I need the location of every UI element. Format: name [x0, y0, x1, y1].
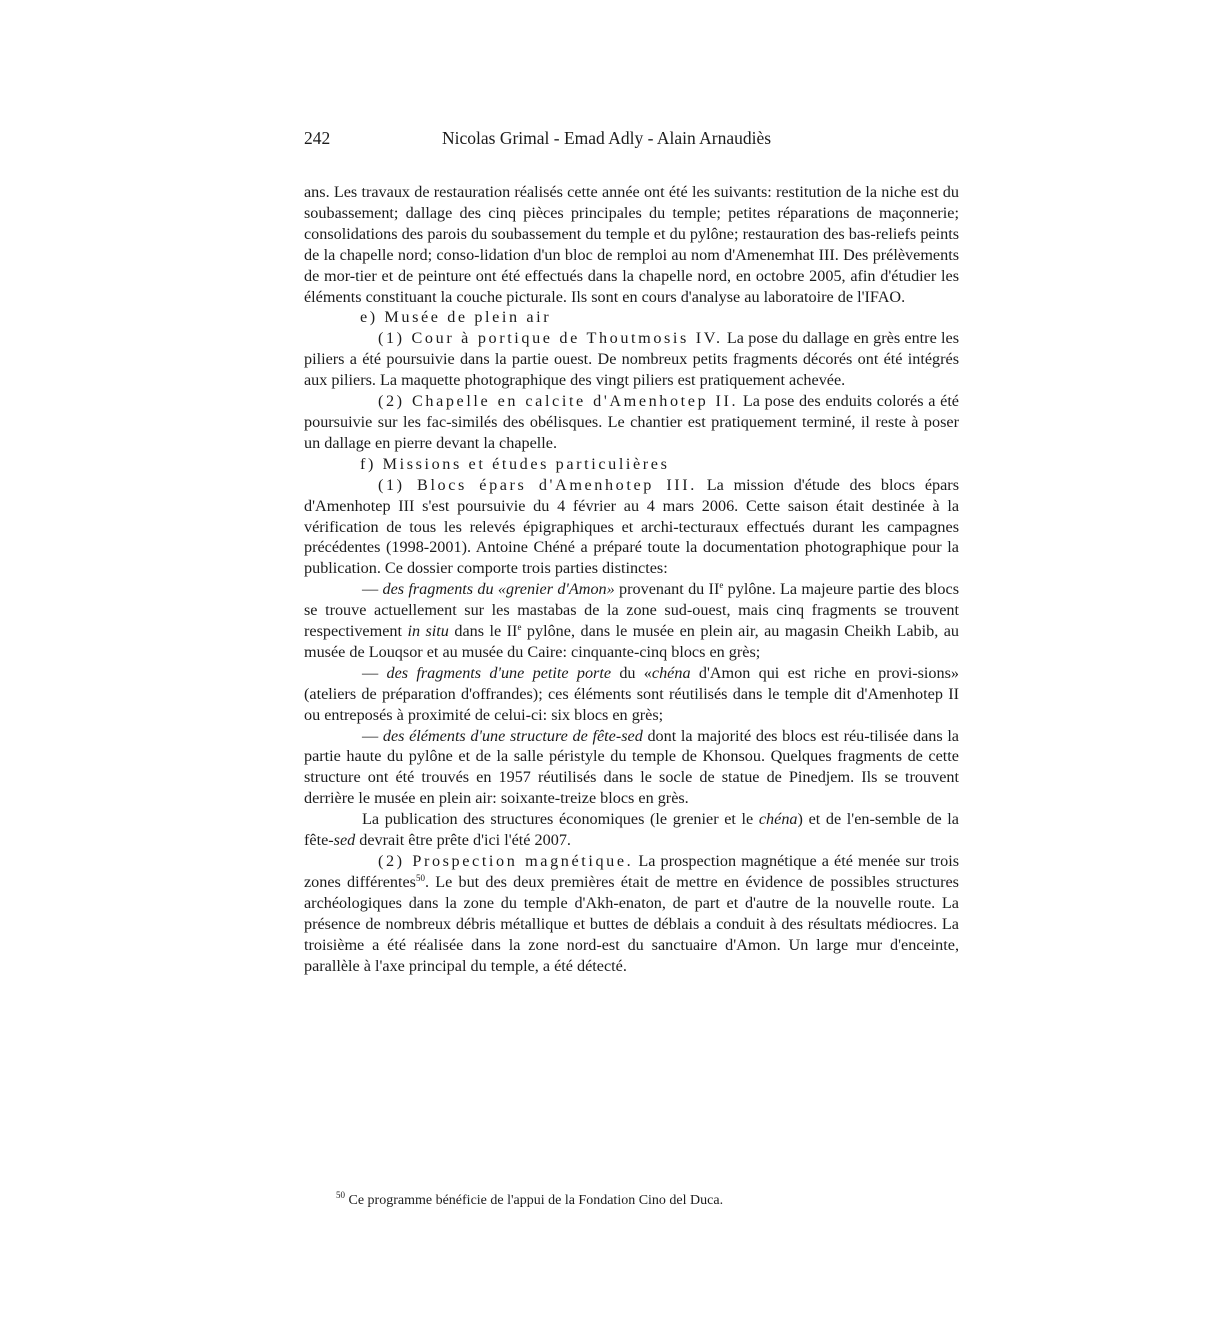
- footnote-number: 50: [336, 1190, 345, 1200]
- paragraph-prospection: (2) Prospection magnétique. La prospection magnétique a été menée sur trois zones différentes$^{50}$. Le but des deux premières était de mettre en évidence de possibles structures archéologiques dans la zone du temple d'Akh-enaton, de part et d'autre de la nouvelle route. La présence de nombreux débris métallique et buttes de déblais a conduit à des résultats médiocres. La troisième a été réalisée dans la zone nord-est du sanctuaire d'Amon. Un large mur d'enceinte, parallèle à l'axe principal du temple, a été détecté.: [304, 852, 959, 975]
- section-heading-e: e) Musée de plein air: [360, 308, 552, 327]
- paragraph-restoration: ans. Les travaux de restauration réalisés cette année ont été les suivants: restitution de la niche est du soubassement; dallage des cinq pièces principales du temple; petites réparations de maçonnerie; consolidations des parois du soubassement du temple et du pylône; restauration des bas-reliefs peints de la chapelle nord; conso-lidation d'un bloc de remploi au nom d'Amenemhat III. Des prélèvements de mor-tier et de peinture ont été effectués dans la chapelle nord, en octobre 2005, afin d'étudier les éléments constituant la couche picturale. Ils sont en cours d'analyse au laboratoire de l'IFAO.: [304, 183, 959, 306]
- running-head-authors: Nicolas Grimal - Emad Adly - Alain Arnaudiès: [442, 128, 772, 148]
- footnote: [336, 1190, 724, 1209]
- footnote-text: Ce programme bénéficie de l'appui de la Fondation Cino del Duca.: [345, 1193, 724, 1208]
- subsection-title: (1) Cour à portique de Thoutmosis IV.: [378, 329, 723, 348]
- running-head: [304, 128, 959, 154]
- subsection-title: (1) Blocs épars d'Amenhotep III.: [378, 475, 697, 494]
- list-item-fete-sed: — des éléments d'une structure de fête-sed dont la majorité des blocs est réu-tilisée dans la partie haute du pylône et de la salle péristyle du temple de Khonsou. Quelques fragments de cette structure ont été trouvés en 1957 réutilisés dans le socle de statue de Pinedjem. Ils se trouvent derrière le musée en plein air: soixante-treize blocs en grès.: [304, 726, 959, 808]
- paragraph-publication: La publication des structures économiques (le grenier et le chéna) et de l'en-semble de la fête-sed devrait être prête d'ici l'été 2007.: [304, 810, 959, 850]
- subsection-title: (2) Chapelle en calcite d'Amenhotep II.: [378, 392, 739, 411]
- paragraph-blocs-epars: (1) Blocs épars d'Amenhotep III. La mission d'étude des blocs épars d'Amenhotep III s'est poursuivie du 4 février au 4 mars 2006. Cette saison était destinée à la vérification de tous les relevés épigraphiques et archi-tecturaux effectués durant les campagnes précédentes (1998-2001). Antoine Chéné a préparé toute la documentation photographique pour la publication. Ce dossier comporte trois parties distinctes:: [304, 475, 959, 578]
- footnote-reference: 50: [415, 872, 425, 883]
- body-text: [304, 182, 959, 976]
- page: [304, 128, 959, 976]
- subsection-title: (2) Prospection magnétique.: [378, 852, 634, 870]
- list-item-grenier: — des fragments du «grenier d'Amon» provenant du IIe pylône. La majeure partie des blocs se trouve actuellement sur les mastabas de la zone sud-ouest, mais cinq fragments se trouvent respectivement in situ dans le IIe pylône, dans le musée en plein air, au magasin Cheikh Labib, au musée de Louqsor et au musée du Caire: cinquante-cinq blocs en grès;: [304, 580, 960, 661]
- page-number: 242: [304, 128, 331, 148]
- list-item-petite-porte: — des fragments d'une petite porte du «chéna d'Amon qui est riche en provi-sions» (ateliers de préparation d'offrandes); ces éléments sont réutilisés dans le temple dit d'Amenhotep II ou entreposés à proximité de celui-ci: six blocs en grès;: [304, 663, 960, 724]
- paragraph-chapelle-calcite: (2) Chapelle en calcite d'Amenhotep II. La pose des enduits colorés a été poursuivie sur les fac-similés des obélisques. Le chantier est pratiquement terminé, il reste à poser un dallage en pierre devant la chapelle.: [304, 392, 959, 452]
- section-heading-f: f) Missions et études particulières: [360, 454, 670, 473]
- paragraph-cour-portique: (1) Cour à portique de Thoutmosis IV. La pose du dallage en grès entre les piliers a été poursuivie dans la partie ouest. De nombreux petits fragments décorés ont été intégrés aux piliers. La maquette photographique des vingt piliers est pratiquement achevée.: [304, 329, 959, 390]
